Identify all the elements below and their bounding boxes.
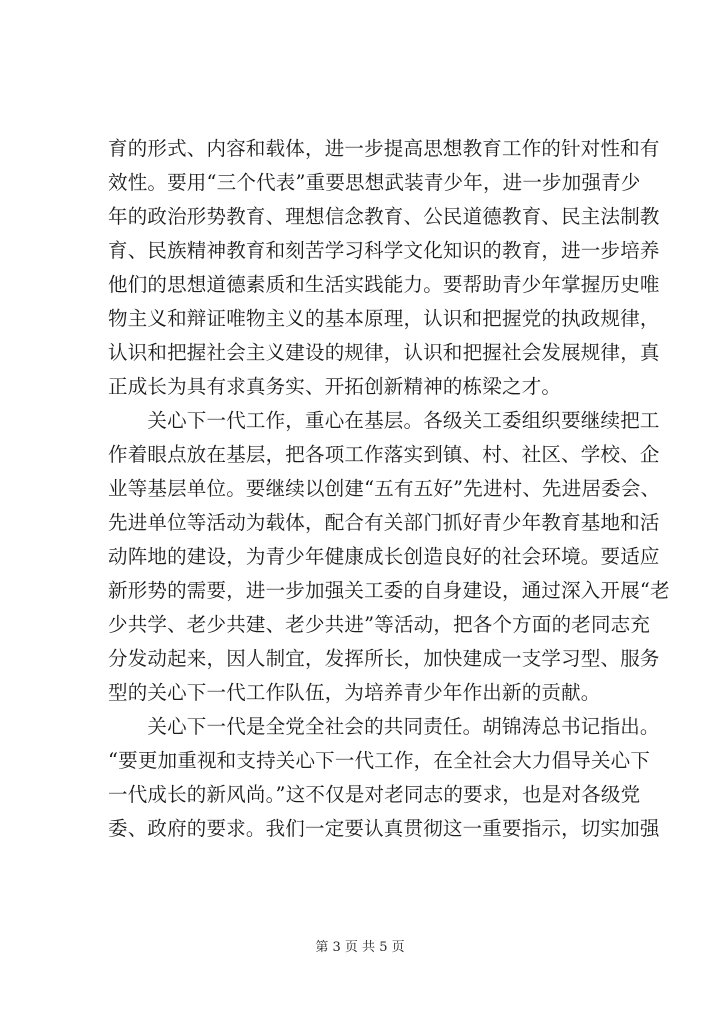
text-line: 效性。要用“三个代表”重要思想武装青少年，进一步加强青少	[108, 171, 641, 194]
body-text	[108, 132, 670, 846]
text-line: 物主义和辩证唯物主义的基本原理，认识和把握党的执政规律，	[108, 307, 660, 330]
text-line: 动阵地的建设，为青少年健康成长创造良好的社会环境。要适应	[108, 545, 660, 568]
text-line: 业等基层单位。要继续以创建“五有五好”先进村、先进居委会、	[108, 477, 661, 500]
text-line: 分发动起来，因人制宜，发挥所长，加快建成一支学习型、服务	[108, 647, 660, 670]
text-line: 育的形式、内容和载体，进一步提高思想教育工作的针对性和有	[108, 137, 660, 160]
text-line: 年的政治形势教育、理想信念教育、公民道德教育、民主法制教	[108, 205, 660, 228]
text-line: 认识和把握社会主义建设的规律，认识和把握社会发展规律，真	[108, 341, 660, 364]
text-line: 关心下一代是全党全社会的共同责任。胡锦涛总书记指出。	[108, 715, 660, 738]
page-number: 第 3 页 共 5 页	[315, 940, 405, 955]
text-line: 先进单位等活动为载体，配合有关部门抓好青少年教育基地和活	[108, 511, 660, 534]
text-line: 少共学、老少共建、老少共进”等活动，把各个方面的老同志充	[108, 613, 651, 636]
text-line: 一代成长的新风尚。”这不仅是对老同志的要求，也是对各级党	[108, 783, 641, 806]
text-line: 型的关心下一代工作队伍，为培养青少年作出新的贡献。	[108, 681, 601, 704]
text-line: 育、民族精神教育和刻苦学习科学文化知识的教育，进一步培养	[108, 239, 660, 262]
text-line: 作着眼点放在基层，把各项工作落实到镇、村、社区、学校、企	[108, 443, 660, 466]
text-line: 关心下一代工作，重心在基层。各级关工委组织要继续把工	[108, 409, 660, 432]
text-line: 新形势的需要，进一步加强关工委的自身建设，通过深入开展“老	[108, 579, 670, 602]
page-footer	[0, 938, 720, 958]
text-line: 他们的思想道德素质和生活实践能力。要帮助青少年掌握历史唯	[108, 273, 660, 296]
text-line: “要更加重视和支持关心下一代工作，在全社会大力倡导关心下	[108, 749, 651, 772]
text-line: 委、政府的要求。我们一定要认真贯彻这一重要指示，切实加强	[108, 817, 660, 840]
text-line: 正成长为具有求真务实、开拓创新精神的栋梁之才。	[108, 375, 562, 398]
